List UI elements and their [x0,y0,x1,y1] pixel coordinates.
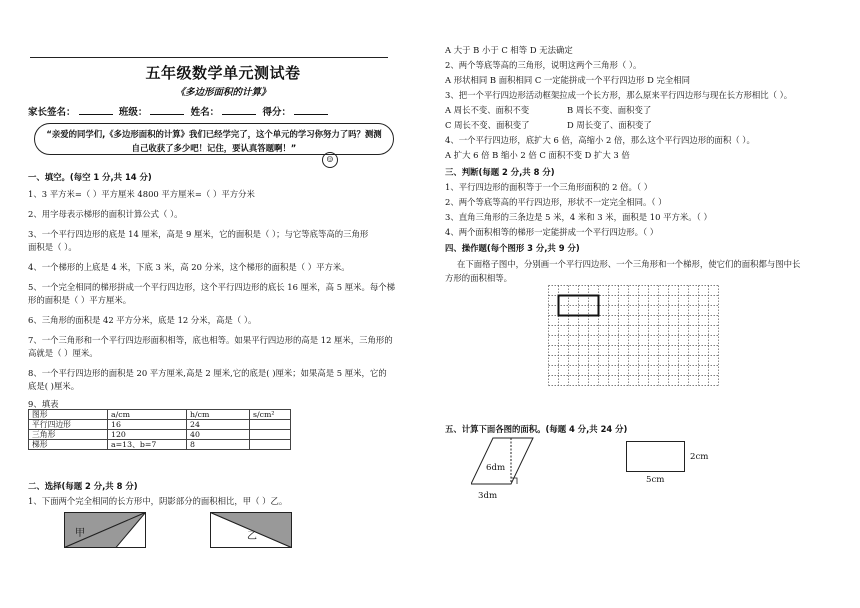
table-cell: 梯形 [29,440,108,450]
parent-signature-label: 家长签名： [28,107,76,118]
parallelogram-figure [471,436,535,488]
table-cell: 16 [108,420,187,430]
encouragement-bubble: “亲爱的同学们,《多边形面积的计算》我们已经学完了，这个单元的学习你努力了吗？测测自己收获了多少吧！记住，要认真答题啊！” [34,123,394,155]
table-header-cell: 图形 [29,410,108,420]
name-blank[interactable] [222,114,256,115]
question-1-2: 2、用字母表示梯形的面积计算公式（ ）。 [28,209,183,219]
question-2-1-options: A 大于 B 小于 C 相等 D 无法确定 [445,45,573,55]
left-column [28,0,408,608]
question-1-3b: 面积是（ ）。 [28,242,77,252]
question-2-2-options: A 形状相同 B 面积相同 C 一定能拼成一个平行四边形 D 完全相同 [445,75,690,85]
section5-heading: 五、计算下面各图的面积。(每题 4 分,共 24 分) [445,424,628,434]
question-2-1: 1、下面两个完全相同的长方形中，阴影部分的面积相比，甲（ ）乙。 [28,496,288,506]
question-1-8a: 8、一个平行四边形的面积是 20 平方厘米,高是 2 厘米,它的底是( )厘米；如果高是 5 厘米，它的 [28,368,387,378]
label-jia: 甲 [75,528,85,539]
parallelogram-height-label: 6dm [486,463,506,473]
table-answer-cell[interactable] [250,440,291,450]
section4-instruction-a: 在下面格子图中，分别画一个平行四边形、一个三角形和一个梯形，使它们的面积都与图中长 [457,259,801,269]
table-cell: 三角形 [29,430,108,440]
section3-heading: 三、判断(每题 2 分,共 8 分) [445,167,555,177]
grid-svg [548,285,724,391]
question-2-3-optC: C 周长不变、面积变了 [445,120,530,130]
table-cell: 24 [187,420,250,430]
table-cell: 120 [108,430,187,440]
judge-item: 3、直角三角形的三条边是 5 米，4 米和 3 米，面积是 10 平方米。（ ） [445,212,712,222]
class-blank[interactable] [150,114,184,115]
table-answer-cell[interactable] [250,430,291,440]
question-1-3a: 3、一个平行四边形的底是 14 厘米，高是 9 厘米，它的面积是（ ）；与它等底等高的三角形 [28,229,369,239]
page-subtitle: 《多边形面积的计算》 [175,87,271,98]
table-row [29,440,291,450]
table-cell: 8 [187,440,250,450]
section1-heading: 一、填空。(每空 1 分,共 14 分) [28,172,152,182]
name-label: 姓名： [190,107,220,118]
question-1-4: 4、一个梯形的上底是 4 米，下底 3 米，高 20 分米，这个梯形的面积是（ ）平方米。 [28,262,350,272]
question-2-3-optA: A 周长不变、面积不变 [445,105,530,115]
question-1-7b: 高就是（ ）厘米。 [28,348,98,358]
smiley-icon: ☺ [322,152,338,168]
section4-instruction-b: 方形的面积相等。 [445,273,512,283]
rectangle-figure [626,441,686,473]
table-header-cell: h/cm [187,410,250,420]
rectangle-width-label: 5cm [646,475,665,485]
fill-in-table [28,409,291,450]
grid-paper[interactable] [548,285,724,391]
question-2-4-options: A 扩大 6 倍 B 缩小 2 倍 C 面积不变 D 扩大 3 倍 [445,150,630,160]
label-yi: 乙 [247,531,257,542]
question-2-4: 4、一个平行四边形，底扩大 6 倍，高缩小 2 倍，那么这个平行四边形的面积（ ）。 [445,135,755,145]
table-header-row [29,410,291,420]
question-1-5b: 形的面积是（ ）平方厘米。 [28,295,132,305]
class-label: 班级： [118,107,148,118]
table-cell: a=13、b=7 [108,440,187,450]
right-column [445,0,835,608]
question-1-5a: 5、一个完全相同的梯形拼成一个平行四边形，这个平行四边形的底长 16 厘米，高 5 厘米。每个梯 [28,282,395,292]
question-2-3: 3、把一个平行四边形活动框架拉成一个长方形，那么原来平行四边形与现在长方形相比（ ）。 [445,90,793,100]
section4-heading: 四、操作题(每个图形 3 分,共 9 分) [445,243,580,253]
judge-item: 2、两个等底等高的平行四边形，形状不一定完全相同。（ ） [445,197,667,207]
rectangle-height-label: 2cm [690,452,709,462]
parallelogram-base-label: 3dm [478,491,498,501]
question-2-3-optD: D 周长变了、面积变了 [567,120,652,130]
parent-signature-blank[interactable] [79,114,113,115]
question-1-1: 1、3 平方米=（ ）平方厘米 4800 平方厘米=（ ）平方分米 [28,189,255,199]
table-cell: 平行四边形 [29,420,108,430]
judge-item: 4、两个面积相等的梯形一定能拼成一个平行四边形。（ ） [445,227,659,237]
table-row [29,430,291,440]
question-1-6: 6、三角形的面积是 42 平方分米，底是 12 分米，高是（ ）。 [28,315,257,325]
table-header-cell: a/cm [108,410,187,420]
student-info-row [28,104,331,118]
question-1-7a: 7、一个三角形和一个平行四边形面积相等，底也相等。如果平行四边形的高是 12 厘米，三角形的 [28,335,393,345]
question-1-8b: 底是( )厘米。 [28,381,80,391]
table-row [29,420,291,430]
question-1-9: 9、填表 [28,399,59,409]
table-header-cell: s/cm² [250,410,291,420]
page-title: 五年级数学单元测试卷 [145,64,301,82]
table-cell: 40 [187,430,250,440]
section2-heading: 二、选择(每题 2 分,共 8 分) [28,481,138,491]
question-2-3-optB: B 周长不变、面积变了 [567,105,652,115]
score-blank[interactable] [294,114,328,115]
question-2-2: 2、两个等底等高的三角形，说明这两个三角形（ ）。 [445,60,642,70]
table-answer-cell[interactable] [250,420,291,430]
score-label: 得分： [262,107,291,118]
judge-item: 1、平行四边形的面积等于一个三角形面积的 2 倍。（ ） [445,182,653,192]
